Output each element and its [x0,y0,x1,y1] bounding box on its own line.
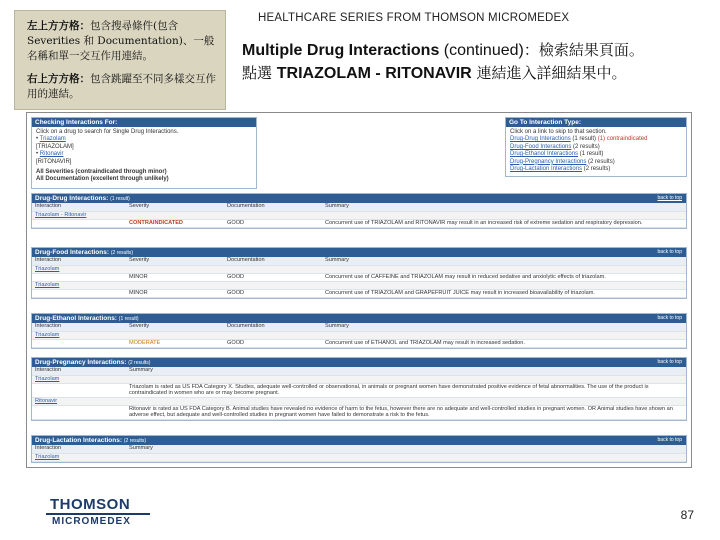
summary-value: Concurrent use of ETHANOL and TRIAZOLAM may result in increased sedation. [322,339,686,347]
severity-value: MINOR [126,273,224,281]
section-count: (2 results) [110,250,134,256]
title-bold: Multiple Drug Interactions [242,42,440,59]
table-row [32,405,686,419]
severity-value: MODERATE [126,339,224,347]
section-drug-pregnancy [31,357,687,421]
section-drug-food [31,247,687,299]
note-top-left-text: 包含搜尋條件(包含 Severities 和 Documentation)、一般名稱和單一交互作用連結。 [27,20,215,62]
section-count: (2 results) [123,438,147,444]
goto-item [510,151,682,158]
drug-link[interactable]: Triazolam [35,453,60,460]
goto-extra: (1) contraindicated [597,136,648,143]
col-interaction: Interaction [32,203,126,211]
section-title: Drug-Ethanol Interactions: [35,315,117,322]
table-row [32,289,686,297]
severity-value: MINOR [126,289,224,297]
logo-divider [46,513,150,515]
checking-panel-title: Checking Interactions For: [32,118,256,127]
section-title: Drug-Lactation Interactions: [35,437,123,444]
drug-generic-triazolam: [TRIAZOLAM] [36,143,74,150]
goto-item [510,166,682,173]
col-interaction: Interaction [32,445,126,453]
goto-item [510,144,682,151]
col-documentation: Documentation [224,203,322,211]
col-severity: Severity [126,203,224,211]
interaction-link-triazolam-ritonavir[interactable]: Triazolam - Ritonavir [35,211,87,218]
title-plain: (continued) [439,42,524,59]
back-to-top-link[interactable]: back to top [657,315,682,321]
goto-link-drug-food[interactable]: Drug-Food Interactions [510,143,572,150]
title-cjk-1: ：檢索結果頁面。 [523,41,644,59]
section-drug-food-header [32,248,686,257]
thomson-micromedex-logo [40,496,160,532]
drug-link[interactable]: Ritonavir [35,397,58,404]
severity-criteria: All Severities (contraindicated through minor) [36,169,167,176]
goto-link-drug-pregnancy[interactable]: Drug-Pregnancy Interactions [510,158,587,165]
back-to-top-link[interactable]: back to top [657,437,682,443]
table-row [32,339,686,347]
col-summary: Summary [126,367,686,375]
documentation-value: GOOD [224,289,322,297]
drug-link[interactable]: Triazolam [35,281,60,288]
goto-link-drug-lactation[interactable]: Drug-Lactation Interactions [510,166,583,173]
documentation-criteria: All Documentation (excellent through unlikely) [36,176,169,183]
col-summary: Summary [322,323,686,331]
section-drug-lactation-header [32,436,686,445]
section-drug-lactation [31,435,687,463]
section-title: Drug-Drug Interactions: [35,195,109,202]
goto-panel [505,117,687,177]
goto-link-drug-ethanol[interactable]: Drug-Ethanol Interactions [510,151,579,158]
section-drug-pregnancy-header [32,358,686,367]
section-count: (1 result) [110,196,130,202]
drug-link[interactable]: Triazolam [35,265,60,272]
goto-count: (1 result) [572,136,597,143]
documentation-value: GOOD [224,219,322,227]
section-count: (2 results) [128,360,151,366]
logo-bottom-text: MICROMEDEX [52,516,131,527]
col-severity: Severity [126,257,224,265]
goto-count: (2 results) [573,143,600,150]
section-drug-ethanol-header [32,314,686,323]
note-top-left [27,19,217,64]
table-row [32,273,686,281]
drug-link-triazolam[interactable]: Triazolam [39,136,66,143]
col-interaction: Interaction [32,257,126,265]
goto-link-drug-drug[interactable]: Drug-Drug Interactions [510,136,571,143]
col-summary: Summary [322,203,686,211]
checking-intro: Click on a drug to search for Single Drug Interactions. [36,129,179,135]
checking-panel: Checking Interactions For: Click on a drug to search for Single Drug Interactions. • Triazolam [TRIAZOLAM] • Ritonavir [RITONAVIR] All Severities (contraindicated through minor) All Documentation (excellent through unlikely) [31,117,257,189]
section-title: Drug-Pregnancy Interactions: [35,359,127,366]
col-summary: Summary [126,445,686,453]
summary-value: Triazolam is rated as US FDA Category X. Studies, adequate well-controlled or observational, in animals or pregnant women have demonstrated positive evidence of fetal abnormalities. The use of the product is contraindicated in women who are or may become pregnant. [126,383,686,397]
documentation-value: GOOD [224,273,322,281]
table-row [32,219,686,227]
section-drug-drug [31,193,687,229]
drug-link[interactable]: Triazolam [35,331,60,338]
title-cjk-2: 點選 [242,63,277,82]
goto-intro: Click on a link to skip to that section. [510,129,607,135]
section-drug-ethanol [31,313,687,349]
summary-value: Concurrent use of TRIAZOLAM and RITONAVIR may result in an increased risk of extreme sedation and respiratory depression. [322,219,686,227]
goto-count: (1 result) [579,151,604,158]
series-heading: HEALTHCARE SERIES FROM THOMSON MICROMEDEX [258,12,570,24]
col-documentation: Documentation [224,257,322,265]
section-count: (1 result) [118,316,139,322]
section-drug-drug-header [32,194,686,203]
col-severity: Severity [126,323,224,331]
section-title: Drug-Food Interactions: [35,249,110,256]
summary-value: Concurrent use of TRIAZOLAM and GRAPEFRUIT JUICE may result in increased bioavailability of triazolam. [322,289,686,297]
note-top-left-label: 左上方方格： [27,20,90,32]
table-row [32,383,686,397]
severity-value: CONTRAINDICATED [126,219,224,227]
title-cjk-3: 連結進入詳細結果中。 [471,63,627,82]
goto-item [510,159,682,166]
drug-link[interactable]: Triazolam [35,375,60,382]
goto-count: (2 results) [583,166,611,173]
col-summary: Summary [322,257,686,265]
back-to-top-link[interactable]: back to top [657,249,682,255]
goto-count: (2 results) [588,158,615,165]
col-documentation: Documentation [224,323,322,331]
drug-link-ritonavir[interactable]: Ritonavir [39,151,64,158]
results-screenshot [26,112,692,468]
annotation-note-box [14,10,226,110]
goto-item [510,136,682,143]
goto-panel-title: Go To Interaction Type: [506,118,686,127]
summary-value: Ritonavir is rated as US FDA Category B. Animal studies have revealed no evidence of harm to the fetus, however there are no adequate and well-controlled studies in pregnant women. OR Animal studies have shown an adverse effect, but adequate and well-controlled studies in pregnant women have failed to demonstrate a risk to the fetus. [126,405,686,419]
page-number: 87 [680,508,694,522]
note-top-right-label: 右上方方格： [27,72,90,85]
back-to-top-link[interactable]: back to top [657,359,682,365]
title-link-text: TRIAZOLAM - RITONAVIR [276,64,472,82]
col-interaction: Interaction [32,323,126,331]
summary-value: Concurrent use of CAFFEINE and TRIAZOLAM may result in reduced sedative and anxiolytic effects of triazolam. [322,273,686,281]
note-top-right-text: 包含跳躍至不同多樣交互作用的連結。 [27,72,216,100]
logo-top-text: THOMSON [50,496,131,513]
documentation-value: GOOD [224,339,322,347]
drug-generic-ritonavir: [RITONAVIR] [36,158,72,165]
back-to-top-link[interactable]: back to top [657,195,682,201]
col-interaction: Interaction [32,367,126,375]
note-top-right [27,72,217,102]
page-title [242,40,712,85]
